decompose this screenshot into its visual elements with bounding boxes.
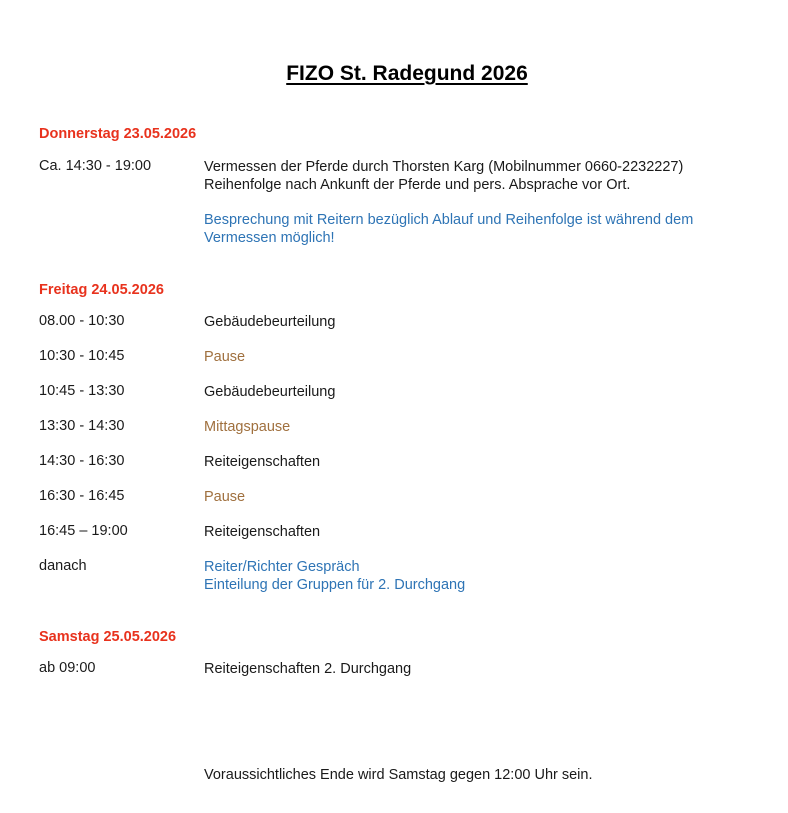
event-description (204, 158, 683, 194)
event-pause: Pause (204, 349, 246, 365)
event-description: Gebäudebeurteilung (204, 384, 336, 400)
event-pause: Pause (204, 489, 246, 505)
closing-note: Voraussichtliches Ende wird Samstag gegen 12:00 Uhr sein. (204, 767, 593, 783)
day-heading-saturday: Samstag 25.05.2026 (39, 629, 177, 645)
event-description: Reiteigenschaften (204, 524, 321, 540)
event-note (204, 211, 693, 247)
note-line: Vermessen möglich! (204, 230, 335, 246)
page-title: FIZO St. Radegund 2026 (286, 62, 528, 85)
time-slot: 08.00 - 10:30 (39, 313, 125, 329)
note-line: Reiter/Richter Gespräch (204, 559, 360, 575)
event-note (204, 558, 465, 594)
event-line: Vermessen der Pferde durch Thorsten Karg (Mobilnummer 0660-2232227) (204, 159, 684, 175)
time-slot: danach (39, 558, 87, 574)
time-slot: 16:45 – 19:00 (39, 523, 128, 539)
event-description: Reiteigenschaften 2. Durchgang (204, 661, 412, 677)
event-pause: Mittagspause (204, 419, 291, 435)
event-description: Reiteigenschaften (204, 454, 321, 470)
time-slot: 14:30 - 16:30 (39, 453, 125, 469)
day-heading-friday: Freitag 24.05.2026 (39, 282, 164, 298)
event-line: Reihenfolge nach Ankunft der Pferde und pers. Absprache vor Ort. (204, 177, 631, 193)
note-line: Einteilung der Gruppen für 2. Durchgang (204, 577, 466, 593)
time-slot: 16:30 - 16:45 (39, 488, 125, 504)
time-slot: 10:30 - 10:45 (39, 348, 125, 364)
day-heading-thursday: Donnerstag 23.05.2026 (39, 126, 197, 142)
time-slot: 13:30 - 14:30 (39, 418, 125, 434)
event-description: Gebäudebeurteilung (204, 314, 336, 330)
time-slot: ab 09:00 (39, 660, 96, 676)
time-slot: 10:45 - 13:30 (39, 383, 125, 399)
time-slot: Ca. 14:30 - 19:00 (39, 158, 152, 174)
note-line: Besprechung mit Reitern bezüglich Ablauf und Reihenfolge ist während dem (204, 212, 694, 228)
